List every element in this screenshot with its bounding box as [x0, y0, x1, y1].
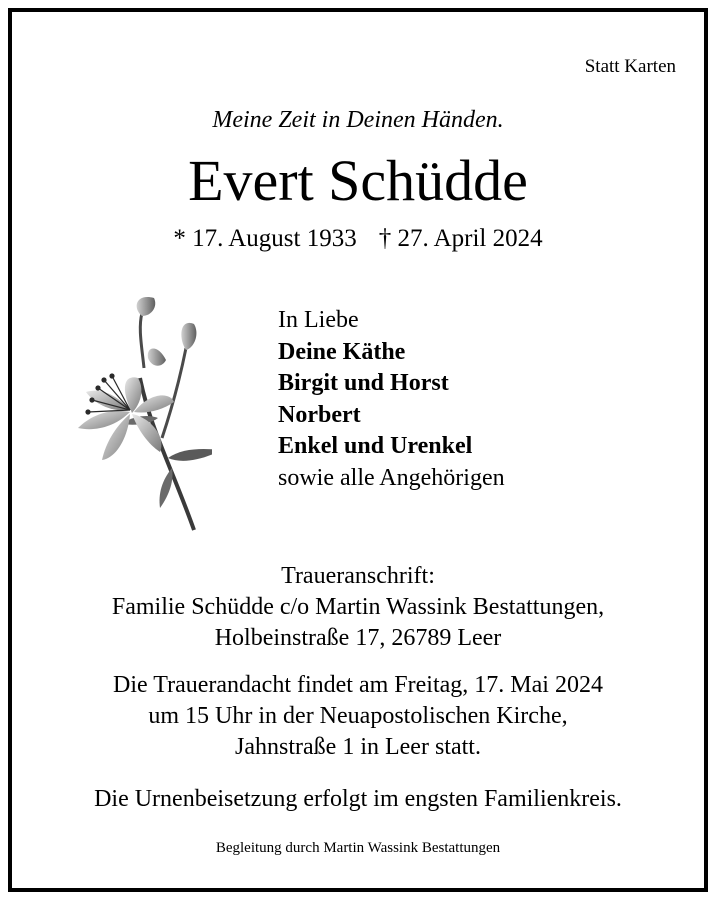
- service-line-1: Die Trauerandacht findet am Freitag, 17. Mai 2024: [113, 672, 603, 698]
- mourner-name: Birgit und Horst: [278, 370, 449, 396]
- life-dates: [12, 225, 704, 253]
- mourners-intro: In Liebe: [278, 307, 359, 333]
- death-date: † 27. April 2024: [378, 225, 543, 252]
- address-line-2: Holbeinstraße 17, 26789 Leer: [214, 625, 502, 651]
- address-label: Traueranschrift:: [281, 563, 435, 589]
- memorial-service-info: [12, 670, 704, 763]
- mourner-name: Enkel und Urenkel: [278, 433, 473, 459]
- undertaker-credit: Begleitung durch Martin Wassink Bestattungen: [215, 840, 501, 856]
- mourners-closing: sowie alle Angehörigen: [278, 464, 505, 491]
- deceased-name: Evert Schüdde: [188, 148, 528, 213]
- address-line-1: Familie Schüdde c/o Martin Wassink Bestattungen,: [111, 594, 605, 620]
- service-line-2: um 15 Uhr in der Neuapostolischen Kirche,: [148, 703, 568, 729]
- birth-date: * 17. August 1933: [173, 225, 357, 252]
- motto: Meine Zeit in Deinen Händen.: [212, 107, 504, 133]
- mourners-list: [278, 305, 505, 494]
- mourning-address: [12, 561, 704, 654]
- service-line-3: Jahnstraße 1 in Leer statt.: [235, 734, 481, 760]
- statt-karten-label: Statt Karten: [584, 56, 676, 77]
- obituary-frame: [8, 8, 708, 892]
- mourner-name: Deine Käthe: [278, 338, 406, 365]
- urn-burial-note: Die Urnenbeisetzung erfolgt im engsten Familienkreis.: [94, 786, 622, 812]
- lily-flower-icon: [62, 288, 212, 538]
- mourner-name: Norbert: [278, 401, 361, 428]
